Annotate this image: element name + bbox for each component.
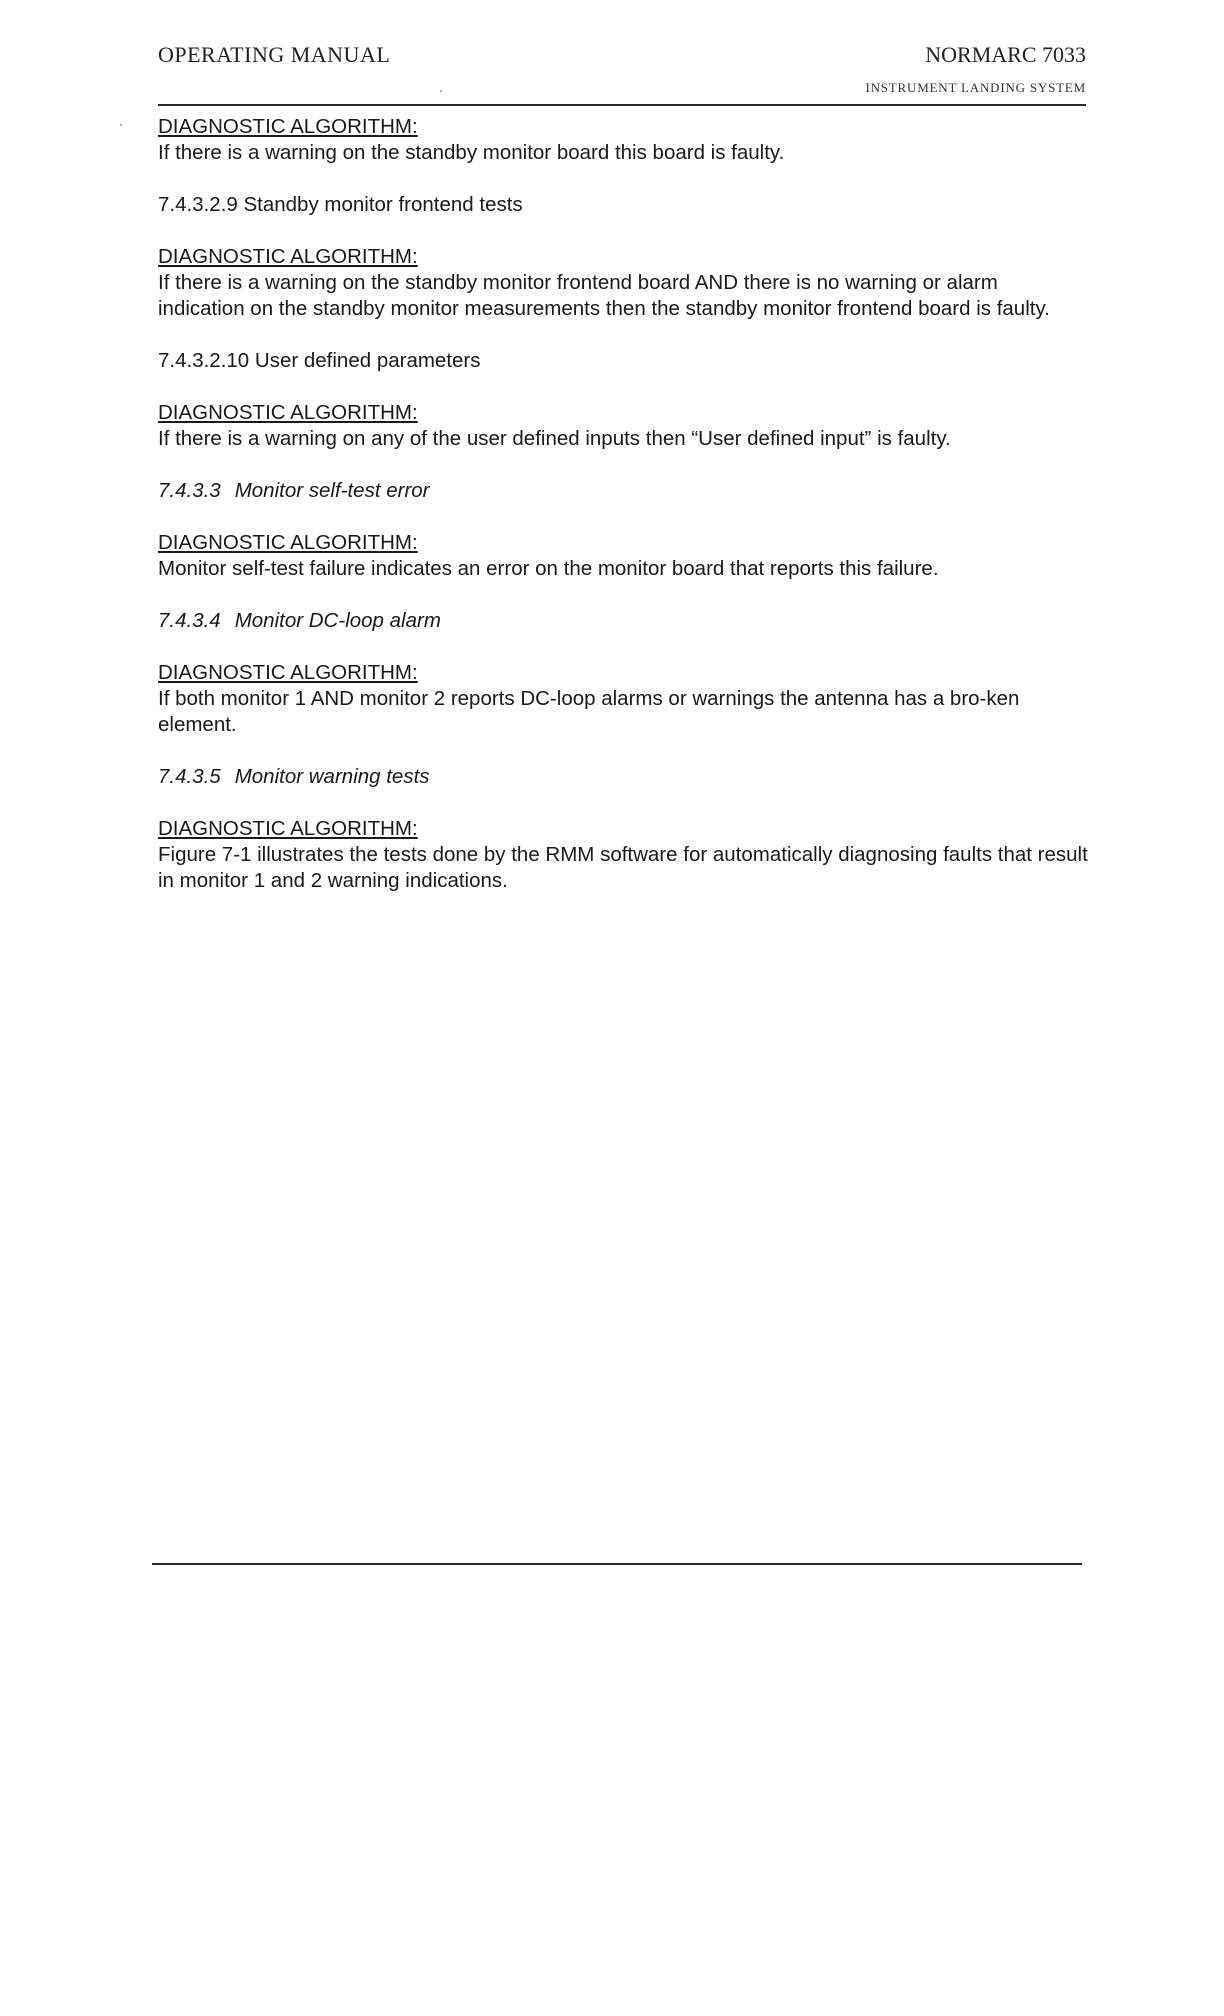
header-divider [158, 104, 1086, 106]
diagnostic-block [158, 114, 1088, 166]
running-header-subtitle: INSTRUMENT LANDING SYSTEM [865, 80, 1086, 95]
section-title: Monitor warning tests [234, 765, 430, 788]
page-body [158, 114, 1088, 920]
diagnostic-block [158, 816, 1088, 894]
scan-speck [120, 124, 122, 126]
footer-divider [152, 1563, 1082, 1565]
section-heading: 7.4.3.2.10 User defined parameters [158, 349, 481, 372]
diagnostic-block [158, 660, 1088, 738]
diagnostic-label: DIAGNOSTIC ALGORITHM: [158, 401, 418, 424]
diagnostic-text: If there is a warning on the standby monitor board this board is faulty. [158, 141, 785, 164]
running-header-product: NORMARC 7033 [925, 42, 1086, 67]
diagnostic-text: Monitor self-test failure indicates an error on the monitor board that reports this failure. [158, 557, 939, 580]
diagnostic-text: If there is a warning on any of the user defined inputs then “User defined input” is faulty. [158, 427, 951, 450]
section-number: 7.4.3.3 [158, 479, 221, 502]
section-heading [158, 478, 1088, 504]
section-heading [158, 608, 1088, 634]
diagnostic-block [158, 530, 1088, 582]
section-title: Monitor DC-loop alarm [234, 609, 441, 632]
running-header-title: OPERATING MANUAL [158, 42, 391, 67]
diagnostic-label: DIAGNOSTIC ALGORITHM: [158, 661, 418, 684]
diagnostic-text: If both monitor 1 AND monitor 2 reports DC-loop alarms or warnings the antenna has a bro-ken element. [158, 687, 1020, 736]
diagnostic-label: DIAGNOSTIC ALGORITHM: [158, 817, 418, 840]
section-number: 7.4.3.4 [158, 609, 221, 632]
section-number: 7.4.3.5 [158, 765, 221, 788]
section-heading [158, 764, 1088, 790]
section-title: Monitor self-test error [234, 479, 430, 502]
diagnostic-text: Figure 7-1 illustrates the tests done by the RMM software for automatically diagnosing faults that result in monitor 1 and 2 warning indications. [158, 843, 1088, 892]
diagnostic-label: DIAGNOSTIC ALGORITHM: [158, 531, 418, 554]
diagnostic-block [158, 244, 1088, 322]
diagnostic-label: DIAGNOSTIC ALGORITHM: [158, 245, 418, 268]
section-heading: 7.4.3.2.9 Standby monitor frontend tests [158, 193, 523, 216]
diagnostic-block [158, 400, 1088, 452]
scan-speck [440, 90, 442, 92]
diagnostic-label: DIAGNOSTIC ALGORITHM: [158, 115, 418, 138]
diagnostic-text: If there is a warning on the standby monitor frontend board AND there is no warning or alarm indication on the standby monitor measurements then the standby monitor frontend board is faulty. [158, 271, 1050, 320]
